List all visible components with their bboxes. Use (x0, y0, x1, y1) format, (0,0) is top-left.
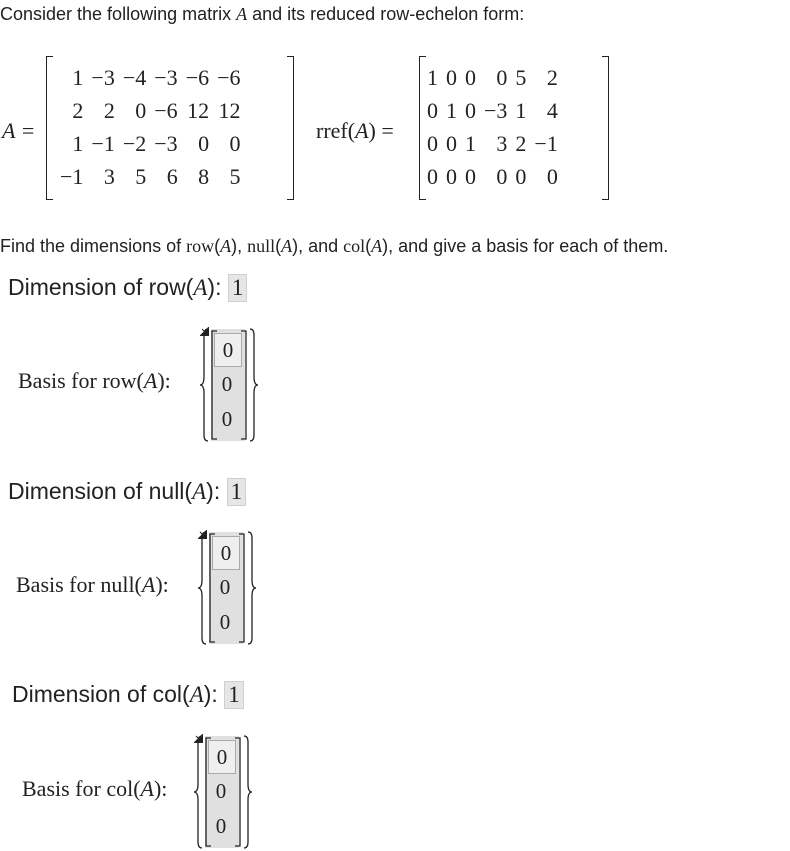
question-text: Find the dimensions of row(A), null(A), and col(A), and give a basis for each of them. (0, 236, 669, 256)
vector-entry[interactable]: 0 (214, 333, 242, 367)
matrix-a-cell: −2 (122, 131, 147, 156)
null-basis-vector[interactable] (198, 530, 256, 646)
matrix-a-cell: 0 (198, 131, 210, 156)
rref-row (423, 160, 562, 193)
rref-right-bracket (602, 56, 609, 200)
row-dimension-input[interactable]: 1 (228, 274, 248, 302)
rref-cell: 1 (465, 131, 476, 156)
row-basis-label: Basis for row(A): (18, 368, 171, 393)
resize-handle-shape (198, 530, 207, 539)
vector-entry[interactable]: 0 (215, 779, 227, 803)
matrix-a-cell: −3 (154, 65, 178, 90)
null-dimension-input[interactable]: 1 (227, 478, 247, 506)
rref-label (316, 118, 394, 144)
right-brace (244, 736, 252, 848)
matrix-a (46, 56, 294, 200)
matrix-a-cell: −3 (91, 65, 115, 90)
vector-entry[interactable]: 0 (221, 407, 233, 431)
matrix-a-cell: 12 (187, 98, 210, 123)
col-dimension (12, 681, 244, 709)
rref-cell: 0 (446, 131, 457, 156)
rref-cell: 1 (446, 98, 457, 123)
left-brace (198, 532, 206, 644)
rref-cell: 0 (446, 65, 457, 90)
rref-cell: −3 (484, 98, 508, 123)
rref-cell: 0 (496, 164, 508, 189)
matrix-a-row (56, 94, 245, 127)
matrix-a-cell: 6 (166, 164, 178, 189)
matrix-a-label (2, 118, 35, 144)
col-basis-vector[interactable] (194, 734, 252, 850)
resize-handle-icon[interactable] (200, 327, 209, 336)
matrix-a-cell: 3 (103, 164, 115, 189)
rref-cell: 0 (446, 164, 457, 189)
matrix-a-cell: 1 (72, 65, 84, 90)
matrix-a-cell: −1 (60, 164, 84, 189)
vector-entry[interactable]: 0 (221, 372, 233, 396)
matrix-a-cell: −1 (91, 131, 115, 156)
vector-entry[interactable]: 0 (219, 575, 231, 599)
rref-cell: 0 (496, 65, 508, 90)
rref-cell: 0 (515, 164, 527, 189)
matrix-a-cell: 5 (229, 164, 241, 189)
matrix-a-cell: 2 (72, 98, 84, 123)
intro-text (0, 4, 524, 25)
col-dimension-input[interactable]: 1 (224, 681, 244, 709)
matrix-a-cell: 8 (198, 164, 210, 189)
col-basis-label: Basis for col(A): (22, 776, 168, 801)
rref-cell: 5 (515, 65, 527, 90)
rref-cell: 0 (427, 98, 438, 123)
matrix-a-cell: −4 (122, 65, 147, 90)
row-dimension (8, 274, 247, 302)
rref-cell: 1 (515, 98, 527, 123)
intro-prefix: Consider the following matrix (0, 4, 237, 24)
rref-cell: 0 (427, 164, 438, 189)
vector-entry[interactable]: 0 (212, 536, 240, 570)
right-brace (250, 329, 258, 441)
matrix-a-cell: 2 (103, 98, 115, 123)
matrix-a-row (56, 127, 245, 160)
intro-var: A (236, 4, 248, 24)
rref-cell: 3 (496, 131, 508, 156)
rref-cell: −1 (534, 131, 558, 156)
left-brace (194, 736, 202, 848)
resize-handle-shape (194, 734, 203, 743)
matrix-a-cell: −6 (217, 65, 241, 90)
matrix-a-cell: −6 (185, 65, 210, 90)
rref-row (423, 127, 562, 160)
rref-cell: 0 (427, 131, 438, 156)
null-dimension (8, 478, 246, 506)
null-basis-label: Basis for null(A): (16, 572, 169, 597)
vector-entry[interactable]: 0 (219, 610, 231, 634)
matrix-a-row (56, 160, 245, 193)
rref-cell: 0 (465, 65, 476, 90)
right-brace (248, 532, 256, 644)
matrix-a-label-text: A = (2, 118, 36, 143)
rref-cell: 0 (546, 164, 558, 189)
row-dimension-label: Dimension of row(A): (8, 274, 222, 300)
rref-row (423, 61, 562, 94)
rref-table (423, 61, 562, 193)
rref-matrix (419, 56, 609, 200)
rref-cell: 4 (546, 98, 558, 123)
matrix-a-right-bracket (287, 56, 294, 200)
rref-cell: 2 (515, 131, 527, 156)
matrix-a-row (56, 61, 245, 94)
vector-entry[interactable]: 0 (208, 740, 236, 774)
matrix-a-cell: 0 (135, 98, 147, 123)
matrix-a-cell: 12 (218, 98, 241, 123)
rref-cell: 0 (465, 98, 476, 123)
rref-row (423, 94, 562, 127)
rref-cell: 2 (546, 65, 558, 90)
col-dimension-label: Dimension of col(A): (12, 681, 218, 707)
rref-cell: 1 (427, 65, 438, 90)
rref-label-text: rref(A) = (316, 118, 394, 143)
matrix-a-cell: −3 (154, 131, 178, 156)
resize-handle-icon[interactable] (194, 734, 203, 743)
resize-handle-shape (200, 327, 209, 336)
matrix-a-table (56, 61, 245, 193)
row-basis-vector[interactable] (200, 327, 258, 443)
matrix-a-cell: 1 (72, 131, 84, 156)
matrix-a-cell: 0 (229, 131, 241, 156)
vector-entry[interactable]: 0 (215, 814, 227, 838)
null-dimension-label: Dimension of null(A): (8, 478, 221, 504)
rref-cell: 0 (465, 164, 476, 189)
resize-handle-icon[interactable] (198, 530, 207, 539)
matrix-a-cell: −6 (154, 98, 178, 123)
matrix-a-cell: 5 (135, 164, 147, 189)
left-brace (200, 329, 208, 441)
intro-suffix: and its reduced row-echelon form: (247, 4, 525, 24)
matrix-a-left-bracket (46, 56, 53, 200)
